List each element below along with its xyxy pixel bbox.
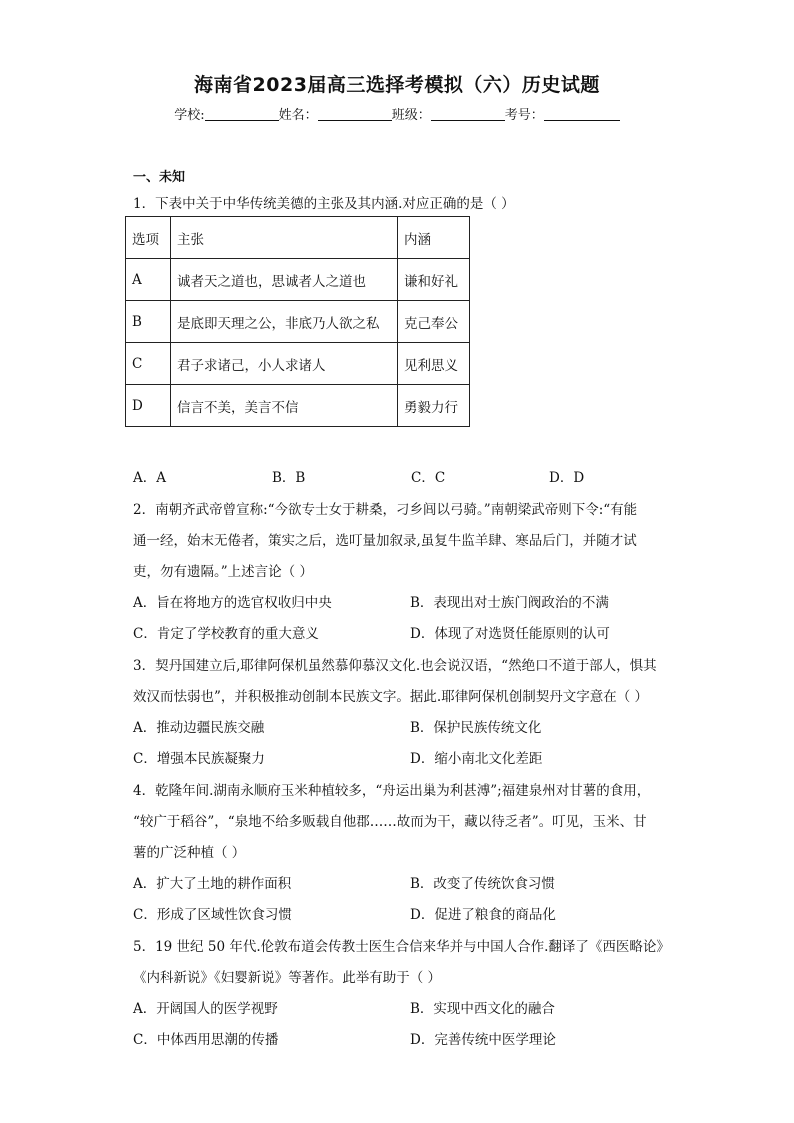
q2-stem-line: 2．南朝齐武帝曾宣称:“今欲专士女于耕桑，刁乡闾以弓骑。”南朝梁武帝则下令:“有能 bbox=[133, 502, 638, 518]
q3-option-a[interactable]: A．推动边疆民族交融 bbox=[133, 720, 265, 736]
student-info-line bbox=[0, 104, 794, 123]
q3-option-d[interactable]: D．缩小南北文化差距 bbox=[410, 751, 543, 767]
q4-option-a[interactable]: A．扩大了土地的耕作面积 bbox=[133, 876, 292, 892]
q1-option-d[interactable]: D．D bbox=[549, 470, 585, 486]
q5-option-b[interactable]: B．实现中西文化的融合 bbox=[410, 1001, 555, 1017]
q1-option-c[interactable]: C．C bbox=[411, 470, 446, 486]
q4-option-b[interactable]: B．改变了传统饮食习惯 bbox=[410, 876, 555, 892]
table-cell: 谦和好礼 bbox=[398, 259, 470, 301]
q2-stem-line: 吏，勿有遗隔。”上述言论（ ） bbox=[133, 564, 313, 580]
table-cell: D bbox=[126, 385, 171, 427]
q3-stem-line: 效汉而怯弱也”，并积极推动创制本民族文字。据此.耶律阿保机创制契丹文字意在（ ） bbox=[133, 689, 648, 705]
q2-option-b[interactable]: B．表现出对士族门阀政治的不满 bbox=[410, 595, 609, 611]
table-header-cell: 内涵 bbox=[398, 217, 470, 259]
q5-option-d[interactable]: D．完善传统中医学理论 bbox=[410, 1032, 556, 1048]
q4-option-d[interactable]: D．促进了粮食的商品化 bbox=[410, 907, 556, 923]
table-row bbox=[126, 259, 470, 301]
q4-stem-line: 4．乾隆年间.湖南永顺府玉米种植较多，“舟运出巢为利甚溥”;福建泉州对甘薯的食用， bbox=[133, 783, 651, 799]
q3-option-c[interactable]: C．增强本民族凝聚力 bbox=[133, 751, 265, 767]
q2-stem-line: 通一经，始末无倦者，策实之后，选叮量加叙录,虽复牛监羊肆、寒品后门，并随才试 bbox=[133, 533, 637, 549]
table-cell: 君子求诸己，小人求诸人 bbox=[171, 343, 398, 385]
table-cell: 见利思义 bbox=[398, 343, 470, 385]
q1-option-b[interactable]: B．B bbox=[272, 470, 306, 486]
name-label: 姓名： bbox=[278, 108, 318, 123]
q4-option-c[interactable]: C．形成了区域性饮食习惯 bbox=[133, 907, 292, 923]
table-cell: A bbox=[126, 259, 171, 301]
q1-option-a[interactable]: A．A bbox=[133, 470, 166, 486]
table-header-row bbox=[126, 217, 470, 259]
table-cell: B bbox=[126, 301, 171, 343]
table-cell: 勇毅力行 bbox=[398, 385, 470, 427]
table-header-cell: 选项 bbox=[126, 217, 171, 259]
table-row bbox=[126, 385, 470, 427]
table-cell: 信言不美，美言不信 bbox=[171, 385, 398, 427]
q2-option-d[interactable]: D．体现了对选贤任能原则的认可 bbox=[410, 626, 610, 642]
school-label: 学校: bbox=[174, 108, 205, 123]
page-title: 海南省2023届高三选择考模拟（六）历史试题 bbox=[194, 74, 600, 96]
q3-option-b[interactable]: B．保护民族传统文化 bbox=[410, 720, 542, 736]
q2-option-a[interactable]: A．旨在将地方的选官权收归中央 bbox=[133, 595, 332, 611]
school-blank bbox=[205, 120, 279, 121]
class-blank bbox=[431, 120, 505, 121]
table-row bbox=[126, 301, 470, 343]
name-blank bbox=[318, 120, 392, 121]
table-cell: 是底即天理之公，非底乃人欲之私 bbox=[171, 301, 398, 343]
q5-stem-line: 《内科新说》《妇婴新说》等著作。此举有助于（ ） bbox=[133, 970, 442, 986]
table-cell: C bbox=[126, 343, 171, 385]
q1-table bbox=[125, 216, 470, 427]
q3-stem-line: 3．契丹国建立后,耶律阿保机虽然慕仰慕汉文化.也会说汉语，“然绝口不道于部人，惧其 bbox=[133, 658, 657, 674]
q1-stem: 1．下表中关于中华传统美德的主张及其内涵.对应正确的是（ ） bbox=[133, 196, 515, 212]
q4-stem-line: 薯的广泛种植（ ） bbox=[133, 845, 246, 861]
table-row bbox=[126, 343, 470, 385]
q5-stem-line: 5．19 世纪 50 年代.伦敦布道会传教士医生合信来华并与中国人合作.翻译了《西医略论》 bbox=[133, 939, 670, 955]
table-header-cell: 主张 bbox=[171, 217, 398, 259]
table-cell: 诚者天之道也，思诚者人之道也 bbox=[171, 259, 398, 301]
class-label: 班级： bbox=[391, 108, 431, 123]
q5-option-a[interactable]: A．开阔国人的医学视野 bbox=[133, 1001, 278, 1017]
q4-stem-line: “较广于稻谷”，“泉地不给多贩载自他郡……故而为干，藏以待乏者”。叮见，玉米、甘 bbox=[133, 814, 647, 830]
q2-option-c[interactable]: C．肯定了学校教育的重大意义 bbox=[133, 626, 319, 642]
exam-no-label: 考号： bbox=[504, 108, 544, 123]
q5-option-c[interactable]: C．中体西用思潮的传播 bbox=[133, 1032, 279, 1048]
table-cell: 克己奉公 bbox=[398, 301, 470, 343]
exam-no-blank bbox=[544, 120, 620, 121]
section-heading: 一、未知 bbox=[133, 170, 186, 185]
